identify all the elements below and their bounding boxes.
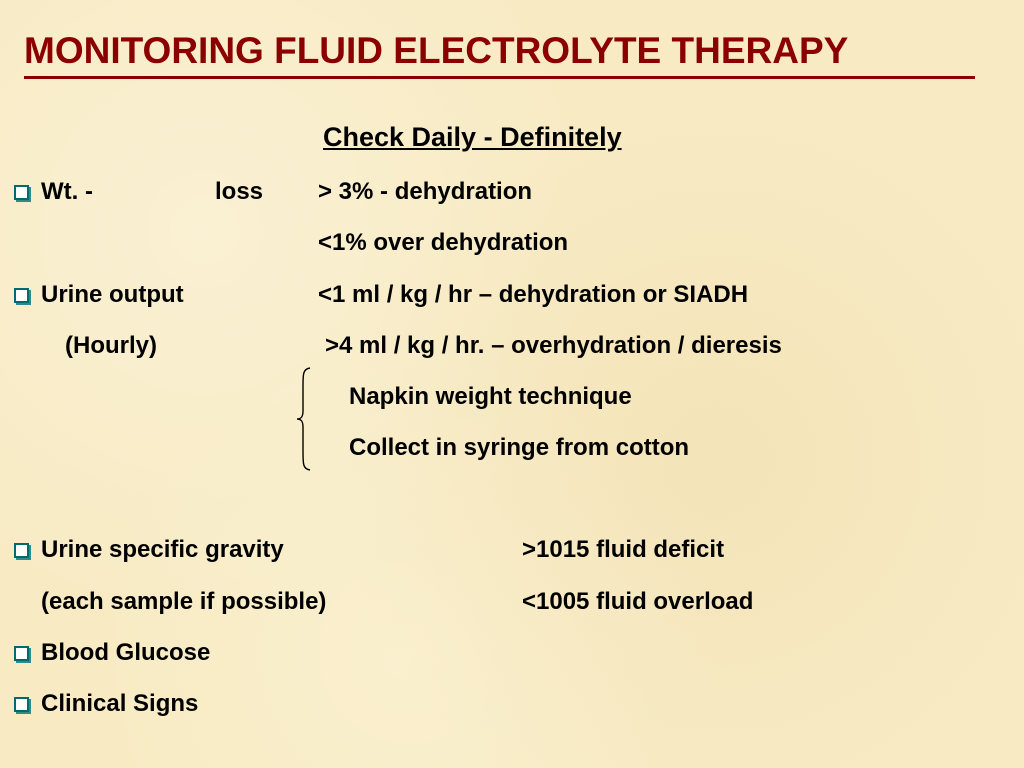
urine-output-value-2: >4 ml / kg / hr. – overhydration / dieresis: [325, 332, 782, 359]
urine-output-label: Urine output: [41, 281, 184, 308]
square-bullet-icon: [14, 288, 29, 303]
weight-value-2: <1% over dehydration: [318, 229, 569, 256]
weight-value-1: > 3% - dehydration: [318, 178, 533, 205]
square-bullet-icon: [14, 185, 29, 200]
square-bullet-icon: [14, 543, 29, 558]
napkin-technique: Napkin weight technique: [349, 383, 632, 410]
square-bullet-icon: [14, 646, 29, 661]
title-underline: [24, 76, 975, 79]
urine-specific-gravity-value-1: >1015 fluid deficit: [522, 536, 725, 563]
clinical-signs-label: Clinical Signs: [41, 690, 199, 717]
urine-specific-gravity-label: Urine specific gravity: [41, 536, 284, 563]
each-sample-label: (each sample if possible): [41, 588, 327, 615]
square-bullet-icon: [14, 697, 29, 712]
hourly-label: (Hourly): [65, 332, 157, 359]
slide-title: MONITORING FLUID ELECTROLYTE THERAPY: [24, 30, 849, 71]
blood-glucose-label: Blood Glucose: [41, 639, 211, 666]
weight-label: Wt. -: [41, 178, 93, 205]
urine-output-value-1: <1 ml / kg / hr – dehydration or SIADH: [318, 281, 749, 308]
slide-subtitle: Check Daily - Definitely: [323, 122, 622, 152]
syringe-technique: Collect in syringe from cotton: [349, 434, 690, 461]
curly-brace-icon: [296, 366, 314, 472]
weight-loss-label: loss: [215, 178, 264, 205]
urine-specific-gravity-value-2: <1005 fluid overload: [522, 588, 754, 615]
